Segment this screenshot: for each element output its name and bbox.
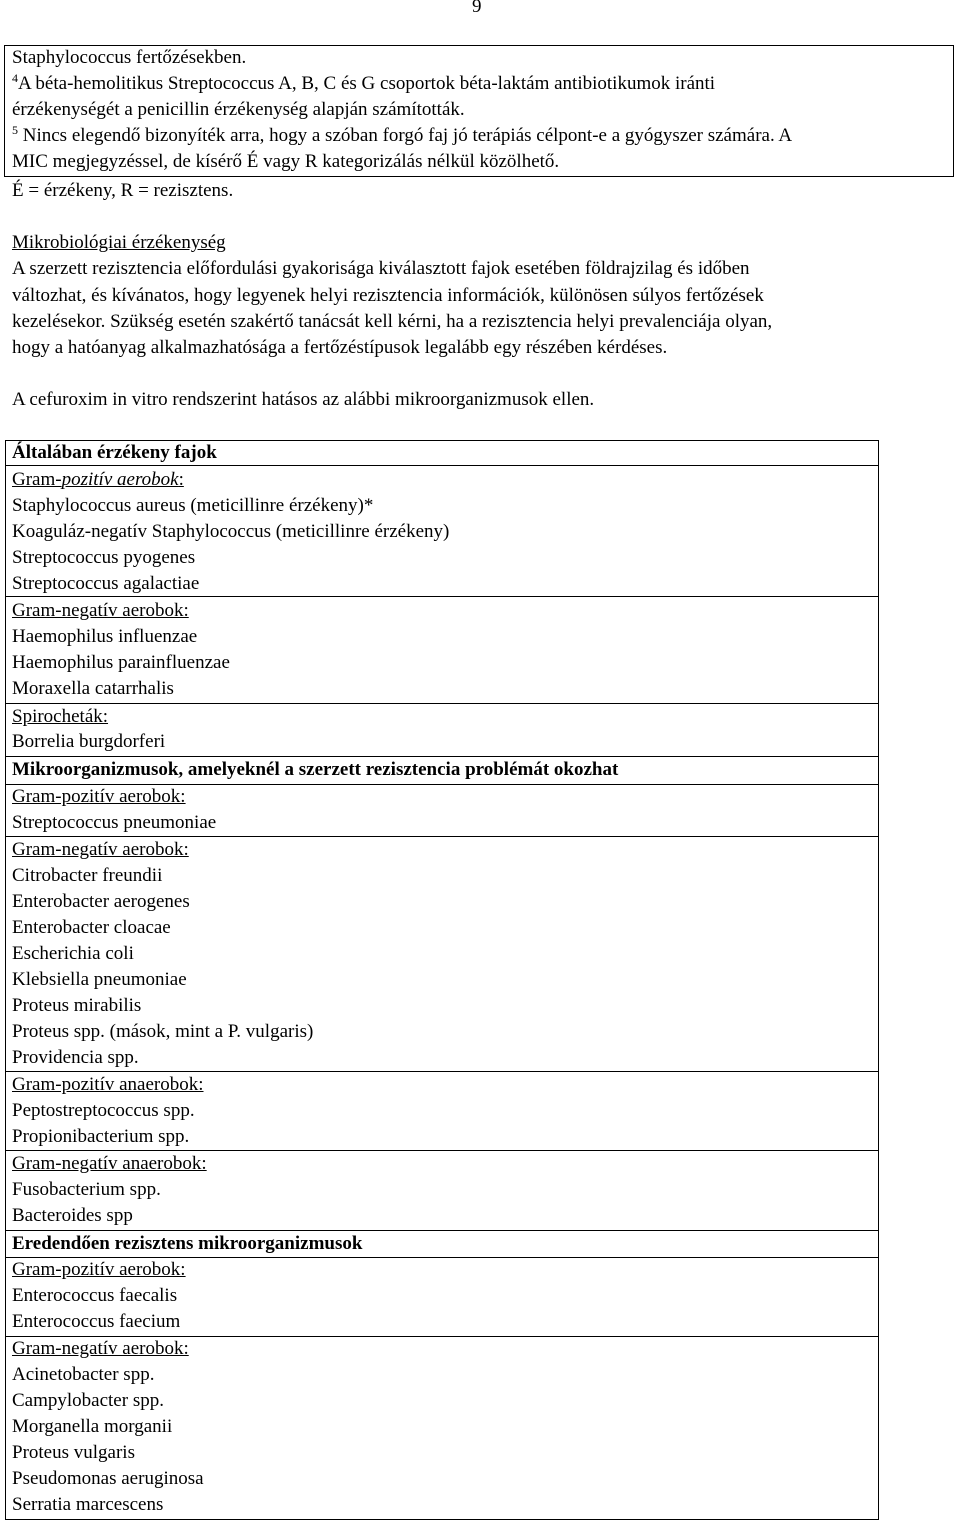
- organism: Peptostreptococcus spp.: [12, 1100, 195, 1121]
- organism: Streptococcus agalactiae: [12, 573, 200, 594]
- intro-line: A cefuroxim in vitro rendszerint hatásos az alábbi mikroorganizmusok ellen.: [12, 389, 595, 410]
- organism: Citrobacter freundii: [12, 865, 163, 886]
- organism: Streptococcus pyogenes: [12, 547, 196, 568]
- subgroup-label: Spirocheták:: [12, 706, 109, 727]
- subgroup-label-part: Gram-: [12, 469, 62, 490]
- organism: Serratia marcescens: [12, 1494, 164, 1515]
- footnote-mark: 4: [12, 71, 18, 85]
- subgroup-label-part: pozitív aerobok: [61, 469, 179, 490]
- organism: Haemophilus influenzae: [12, 626, 198, 647]
- paragraph-line: kezelésekor. Szükség esetén szakértő tanácsát kell kérni, ha a rezisztencia helyi prevalenciája olyan,: [12, 311, 773, 332]
- footnote-5: [12, 123, 792, 149]
- organism: Streptococcus pneumoniae: [12, 812, 217, 833]
- footnote-5-text: Nincs elegendő bizonyíték arra, hogy a szóban forgó faj jó terápiás célpont-e a gyógyszer számára. A: [18, 125, 793, 146]
- table-divider: [5, 703, 879, 704]
- footnote-4: [12, 71, 715, 97]
- page-number: 9: [472, 0, 482, 17]
- organism: Escherichia coli: [12, 943, 134, 964]
- organism: Providencia spp.: [12, 1047, 139, 1068]
- organism: Enterococcus faecium: [12, 1311, 181, 1332]
- organism: Pseudomonas aeruginosa: [12, 1468, 204, 1489]
- organism: Borrelia burgdorferi: [12, 731, 166, 752]
- footnote-4-continued: érzékenységét a penicillin érzékenység alapján számították.: [12, 99, 465, 120]
- section-heading: Mikrobiológiai érzékenység: [12, 232, 226, 253]
- subgroup-label: Gram-negatív aerobok:: [12, 839, 189, 860]
- group-title: Mikroorganizmusok, amelyeknél a szerzett rezisztencia problémát okozhat: [12, 759, 619, 780]
- organism: Enterobacter aerogenes: [12, 891, 190, 912]
- organism: Propionibacterium spp.: [12, 1126, 190, 1147]
- organism: Fusobacterium spp.: [12, 1179, 161, 1200]
- footnote-4-text: A béta-hemolitikus Streptococcus A, B, C és G csoportok béta-laktám antibiotikumok iránti: [18, 73, 716, 94]
- organism: Koaguláz-negatív Staphylococcus (meticillinre érzékeny): [12, 521, 450, 542]
- organism: Proteus vulgaris: [12, 1442, 135, 1463]
- paragraph-line: A szerzett rezisztencia előfordulási gyakorisága kiválasztott fajok esetében földrajzilag és időben: [12, 258, 750, 279]
- group-title: Általában érzékeny fajok: [12, 442, 217, 463]
- subgroup-label: Gram-negatív anaerobok:: [12, 1153, 207, 1174]
- legend-line: É = érzékeny, R = rezisztens.: [12, 180, 234, 201]
- subgroup-label: Gram-pozitív aerobok:: [12, 1259, 186, 1280]
- paragraph-line: hogy a hatóanyag alkalmazhatósága a fertőzéstípusok legalább egy részében kérdéses.: [12, 337, 668, 358]
- subgroup-label: Gram-negatív aerobok:: [12, 1338, 189, 1359]
- organism: Moraxella catarrhalis: [12, 678, 174, 699]
- subgroup-label: [12, 467, 184, 493]
- organism: Campylobacter spp.: [12, 1390, 164, 1411]
- organism: Enterococcus faecalis: [12, 1285, 178, 1306]
- paragraph-line: változhat, és kívánatos, hogy legyenek helyi rezisztencia információk, különösen súlyos fertőzések: [12, 285, 764, 306]
- subgroup-label: Gram-pozitív aerobok:: [12, 786, 186, 807]
- organism: Proteus spp. (mások, mint a P. vulgaris): [12, 1021, 314, 1042]
- organism: Proteus mirabilis: [12, 995, 142, 1016]
- footnote-text-line: Staphylococcus fertőzésekben.: [12, 47, 247, 68]
- footnote-mark: 5: [12, 123, 18, 137]
- footnote-5-continued: MIC megjegyzéssel, de kísérő É vagy R kategorizálás nélkül közölhető.: [12, 151, 560, 172]
- organism: Staphylococcus aureus (meticillinre érzékeny)*: [12, 495, 374, 516]
- subgroup-label: Gram-pozitív anaerobok:: [12, 1074, 204, 1095]
- organism: Bacteroides spp: [12, 1205, 133, 1226]
- subgroup-label: Gram-negatív aerobok:: [12, 600, 189, 621]
- organism: Enterobacter cloacae: [12, 917, 171, 938]
- subgroup-label-part: :: [178, 469, 184, 490]
- organism: Morganella morganii: [12, 1416, 173, 1437]
- organism: Acinetobacter spp.: [12, 1364, 155, 1385]
- organism: Klebsiella pneumoniae: [12, 969, 187, 990]
- organism: Haemophilus parainfluenzae: [12, 652, 230, 673]
- group-title: Eredendően rezisztens mikroorganizmusok: [12, 1233, 363, 1254]
